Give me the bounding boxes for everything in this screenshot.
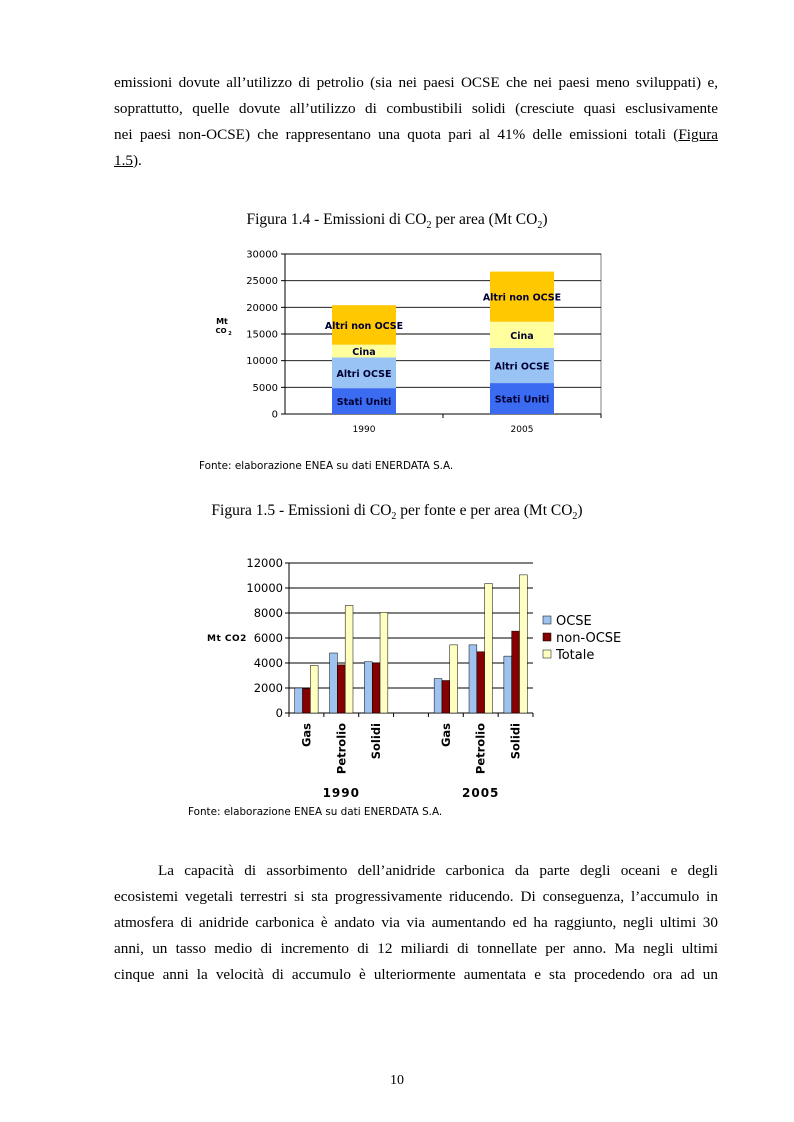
bar-non-ocse bbox=[372, 663, 380, 713]
y-axis-label: CO bbox=[215, 327, 227, 335]
paragraph-1-line: emissioni dovute all’utilizzo di petrolio (sia nei paesi OCSE che nei paesi meno sviluppati) e, bbox=[114, 74, 718, 91]
group-label: 2005 bbox=[462, 786, 500, 800]
x-tick-label: Solidi bbox=[369, 723, 384, 760]
y-tick-label: 30000 bbox=[246, 249, 278, 261]
y-tick-label: 0 bbox=[271, 409, 278, 421]
x-tick-label: 1990 bbox=[352, 425, 376, 435]
segment-label: Cina bbox=[352, 347, 376, 359]
x-tick-label: Solidi bbox=[508, 723, 523, 760]
figure-1-4-caption: Figura 1.4 - Emissioni di $CO_2$ per area (Mt $CO_2$) bbox=[246, 211, 548, 232]
paragraph-2-line: cinque anni la velocità di accumulo è ulteriormente aumentata e sta procedendo ora ad un bbox=[114, 966, 718, 983]
segment-label: Altri non OCSE bbox=[324, 320, 404, 332]
paragraph-1-line: soprattutto, quelle dovute all’utilizzo di combustibili solidi (cresciute quasi esclusivamente bbox=[114, 100, 718, 117]
paragraph-2-line: anni, un tasso medio di incremento di 12 miliardi di tonnellate per anno. Ma negli ultimi bbox=[114, 940, 718, 957]
legend-swatch bbox=[543, 650, 551, 658]
paragraph-1-line: 1.5). bbox=[114, 152, 142, 169]
y-axis-label-subscript: 2 bbox=[228, 331, 232, 337]
segment-label: Altri OCSE bbox=[494, 361, 550, 373]
paragraph-1 bbox=[114, 70, 718, 174]
y-tick-label: 15000 bbox=[246, 329, 278, 341]
legend-label: non-OCSE bbox=[556, 631, 622, 646]
bar-totale bbox=[519, 575, 527, 713]
bar-non-ocse bbox=[512, 631, 520, 713]
bar-totale bbox=[450, 645, 458, 713]
bar-ocse bbox=[434, 679, 442, 713]
figure-link[interactable]: 1.5 bbox=[114, 152, 133, 169]
y-axis-label: Mt bbox=[216, 317, 228, 326]
y-tick-label: 20000 bbox=[246, 302, 278, 314]
y-tick-label: 12000 bbox=[246, 556, 283, 570]
bar-ocse bbox=[469, 645, 477, 713]
y-tick-label: 10000 bbox=[246, 356, 278, 368]
figure-1-4-source: Fonte: elaborazione ENEA su dati ENERDATA S.A. bbox=[199, 460, 454, 472]
bar-non-ocse bbox=[477, 652, 485, 713]
y-tick-label: 6000 bbox=[253, 631, 283, 645]
bar-totale bbox=[345, 606, 353, 714]
x-tick-label: 2005 bbox=[510, 425, 534, 435]
group-label: 1990 bbox=[322, 786, 360, 800]
bar-non-ocse bbox=[442, 681, 450, 714]
x-tick-label: Petrolio bbox=[473, 723, 488, 775]
y-axis-label: Mt CO2 bbox=[207, 634, 247, 644]
bar-totale bbox=[310, 666, 318, 714]
paragraph-1-line: nei paesi non-OCSE) che rappresentano una quota pari al 41% delle emissioni totali (Figura bbox=[114, 126, 718, 143]
y-tick-label: 8000 bbox=[253, 606, 283, 620]
segment-label: Stati Uniti bbox=[336, 397, 392, 409]
grouped-bar-chart-co2-per-source bbox=[195, 552, 645, 804]
bar-ocse bbox=[295, 688, 303, 713]
y-tick-label: 2000 bbox=[253, 681, 283, 695]
page-number: 10 bbox=[390, 1073, 404, 1088]
bar-ocse bbox=[504, 656, 512, 713]
bar-non-ocse bbox=[303, 689, 311, 713]
segment-label: Altri non OCSE bbox=[482, 292, 562, 304]
x-tick-label: Gas bbox=[299, 723, 314, 748]
bar-ocse bbox=[330, 653, 338, 713]
x-tick-label: Petrolio bbox=[334, 723, 349, 775]
figure-1-5-caption: Figura 1.5 - Emissioni di $CO_2$ per fonte e per area (Mt $CO_2$) bbox=[211, 502, 583, 523]
paragraph-2 bbox=[114, 858, 718, 988]
legend-label: Totale bbox=[556, 648, 595, 663]
y-tick-label: 10000 bbox=[246, 581, 283, 595]
x-tick-label: Gas bbox=[438, 723, 453, 748]
figure-1-5-source: Fonte: elaborazione ENEA su dati ENERDATA S.A. bbox=[188, 806, 443, 818]
y-tick-label: 0 bbox=[275, 706, 283, 720]
legend-swatch bbox=[543, 633, 551, 641]
legend-label: OCSE bbox=[556, 614, 592, 629]
y-tick-label: 5000 bbox=[252, 382, 278, 394]
stacked-bar-chart-co2-per-area bbox=[195, 243, 615, 443]
paragraph-2-line: ecosistemi vegetali terrestri si sta progressivamente riducendo. Di conseguenza, l’accumulo in bbox=[114, 888, 718, 905]
segment-label: Cina bbox=[510, 330, 534, 342]
paragraph-2-line: atmosfera di anidride carbonica è andato via via aumentando ed ha raggiunto, negli ultimi 30 bbox=[114, 914, 718, 931]
bar-totale bbox=[485, 584, 493, 713]
y-tick-label: 4000 bbox=[253, 656, 283, 670]
bar-ocse bbox=[364, 662, 372, 713]
bar-totale bbox=[380, 612, 388, 713]
bar-non-ocse bbox=[337, 665, 345, 713]
legend-swatch bbox=[543, 616, 551, 624]
figure-link[interactable]: Figura bbox=[678, 126, 718, 143]
paragraph-2-line: La capacità di assorbimento dell’anidride carbonica da parte degli oceani e degli bbox=[158, 862, 718, 879]
segment-label: Stati Uniti bbox=[494, 394, 550, 406]
segment-label: Altri OCSE bbox=[336, 368, 392, 380]
y-tick-label: 25000 bbox=[246, 276, 278, 288]
